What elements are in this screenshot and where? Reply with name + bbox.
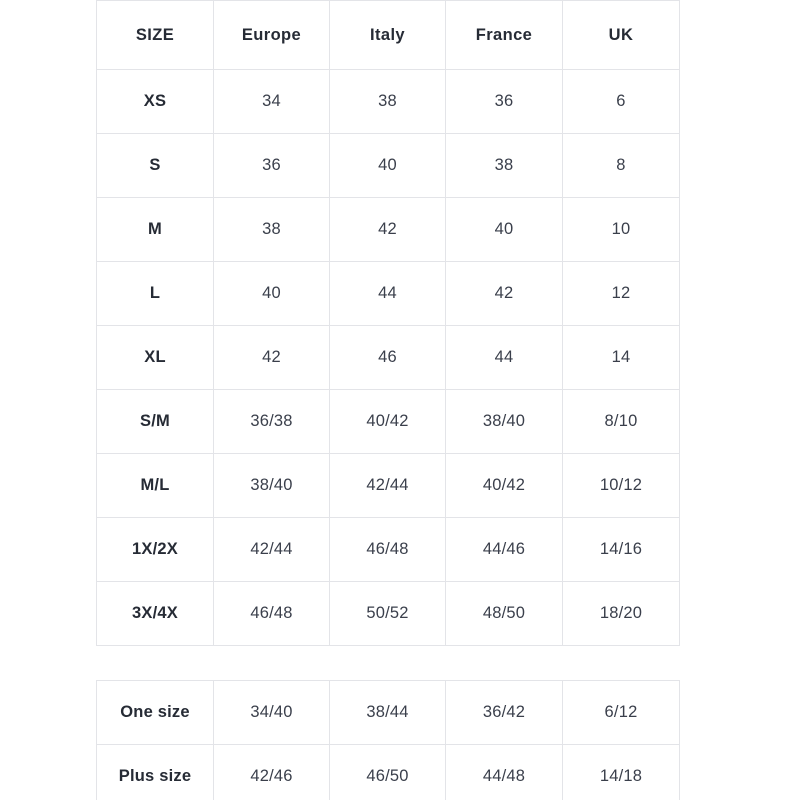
column-header-europe: Europe — [214, 1, 330, 70]
cell-europe: 36 — [214, 134, 330, 198]
row-label: XL — [97, 326, 214, 390]
row-label: L — [97, 262, 214, 326]
cell-italy: 42/44 — [330, 454, 446, 518]
column-header-size: SIZE — [97, 1, 214, 70]
cell-uk: 8/10 — [563, 390, 680, 454]
row-label: One size — [97, 681, 214, 745]
table-row — [97, 745, 680, 800]
size-conversion-table — [96, 0, 680, 646]
cell-uk: 12 — [563, 262, 680, 326]
cell-france: 38/40 — [446, 390, 563, 454]
table-row — [97, 262, 680, 326]
cell-uk: 10 — [563, 198, 680, 262]
cell-france: 44/46 — [446, 518, 563, 582]
one-size-table-body — [97, 681, 680, 800]
cell-uk: 14 — [563, 326, 680, 390]
cell-europe: 38/40 — [214, 454, 330, 518]
one-size-table — [96, 680, 680, 800]
row-label: M — [97, 198, 214, 262]
table-header-row — [97, 1, 680, 70]
cell-france: 40 — [446, 198, 563, 262]
table-spacer — [96, 646, 679, 680]
cell-france: 36/42 — [446, 681, 563, 745]
cell-italy: 38 — [330, 70, 446, 134]
column-header-france: France — [446, 1, 563, 70]
cell-italy: 42 — [330, 198, 446, 262]
cell-italy: 38/44 — [330, 681, 446, 745]
table-row — [97, 582, 680, 646]
cell-europe: 36/38 — [214, 390, 330, 454]
table-row — [97, 134, 680, 198]
cell-europe: 42/44 — [214, 518, 330, 582]
cell-france: 44/48 — [446, 745, 563, 800]
table-row — [97, 198, 680, 262]
column-header-italy: Italy — [330, 1, 446, 70]
cell-uk: 10/12 — [563, 454, 680, 518]
cell-europe: 34/40 — [214, 681, 330, 745]
cell-france: 38 — [446, 134, 563, 198]
cell-uk: 8 — [563, 134, 680, 198]
cell-italy: 50/52 — [330, 582, 446, 646]
table-row — [97, 454, 680, 518]
cell-france: 42 — [446, 262, 563, 326]
row-label: 3X/4X — [97, 582, 214, 646]
table-body — [97, 70, 680, 646]
cell-uk: 6 — [563, 70, 680, 134]
cell-uk: 6/12 — [563, 681, 680, 745]
cell-italy: 46 — [330, 326, 446, 390]
table-header — [97, 1, 680, 70]
table-row — [97, 326, 680, 390]
cell-france: 40/42 — [446, 454, 563, 518]
table-row — [97, 70, 680, 134]
cell-france: 36 — [446, 70, 563, 134]
cell-europe: 40 — [214, 262, 330, 326]
row-label: 1X/2X — [97, 518, 214, 582]
cell-europe: 38 — [214, 198, 330, 262]
cell-france: 44 — [446, 326, 563, 390]
cell-europe: 46/48 — [214, 582, 330, 646]
cell-italy: 44 — [330, 262, 446, 326]
column-header-uk: UK — [563, 1, 680, 70]
cell-france: 48/50 — [446, 582, 563, 646]
size-chart-tables — [96, 0, 679, 800]
table-row — [97, 681, 680, 745]
row-label: XS — [97, 70, 214, 134]
cell-italy: 40 — [330, 134, 446, 198]
table-row — [97, 518, 680, 582]
table-row — [97, 390, 680, 454]
cell-uk: 14/16 — [563, 518, 680, 582]
row-label: S — [97, 134, 214, 198]
cell-italy: 46/48 — [330, 518, 446, 582]
cell-italy: 40/42 — [330, 390, 446, 454]
row-label: M/L — [97, 454, 214, 518]
row-label: S/M — [97, 390, 214, 454]
cell-uk: 14/18 — [563, 745, 680, 800]
row-label: Plus size — [97, 745, 214, 800]
cell-europe: 42/46 — [214, 745, 330, 800]
cell-italy: 46/50 — [330, 745, 446, 800]
cell-uk: 18/20 — [563, 582, 680, 646]
cell-europe: 34 — [214, 70, 330, 134]
cell-europe: 42 — [214, 326, 330, 390]
